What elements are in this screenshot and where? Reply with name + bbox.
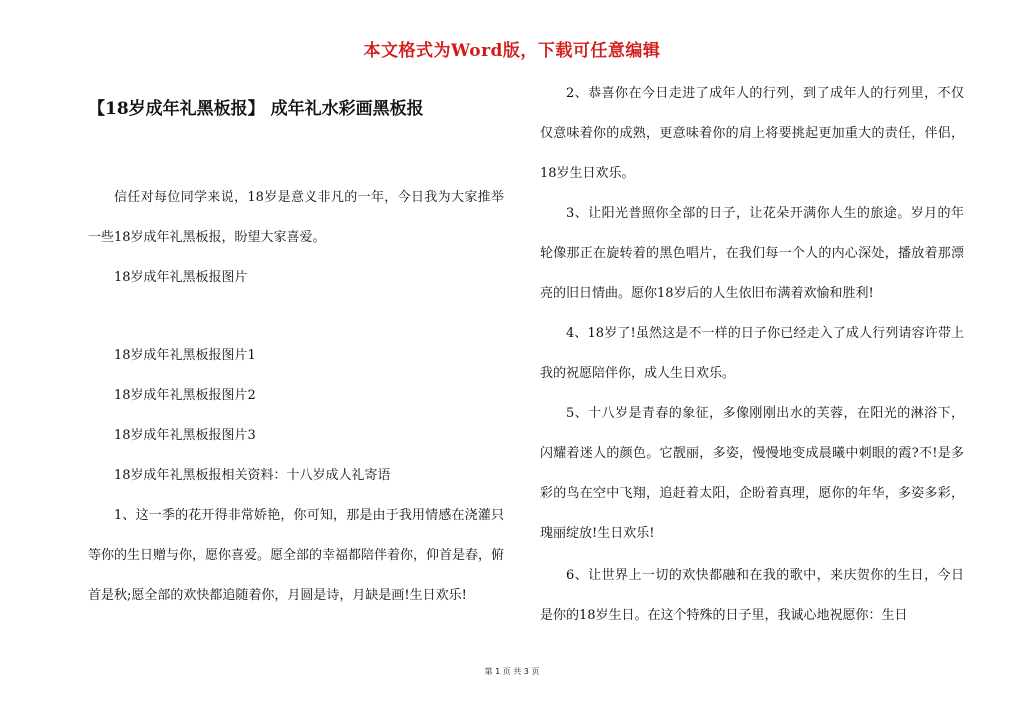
wish-item-3: 3、让阳光普照你全部的日子，让花朵开满你人生的旅途。岁月的年轮像那正在旋转着的黑色唱片，在我们每一个人的内心深处，播放着那漂亮的旧日情曲。愿你18岁后的人生依旧布满着欢愉和胜利! (540, 206, 964, 301)
pic-heading: 18岁成年礼黑板报图片 (114, 270, 248, 285)
wish-item-5: 5、十八岁是青春的象征，多像刚刚出水的芙蓉，在阳光的淋浴下，闪耀着迷人的颜色。它靓丽，多姿，慢慢地变成晨曦中刺眼的霞?不!是多彩的鸟在空中飞翔，追赶着太阳，企盼着真理，愿你的年华，多姿多彩，瑰丽绽放!生日欢乐! (540, 406, 964, 541)
intro-paragraph: 信任对每位同学来说，18岁是意义非凡的一年，今日我为大家推举一些18岁成年礼黑板报，盼望大家喜爱。 (88, 190, 504, 245)
format-banner: 本文格式为Word版，下载可任意编辑 (363, 41, 661, 61)
document-title: 【18岁成年礼黑板报】 成年礼水彩画黑板报 (88, 99, 424, 119)
pic-caption-2: 18岁成年礼黑板报图片2 (114, 388, 256, 403)
page-footer: 第 1 页 共 3 页 (484, 667, 540, 676)
related-heading: 18岁成年礼黑板报相关资料：十八岁成人礼寄语 (114, 468, 391, 483)
pic-caption-1: 18岁成年礼黑板报图片1 (114, 348, 256, 363)
wish-item-4: 4、18岁了!虽然这是不一样的日子你已经走入了成人行列请容许带上我的祝愿陪伴你，成人生日欢乐。 (540, 326, 964, 381)
pic-caption-3: 18岁成年礼黑板报图片3 (114, 428, 256, 443)
wish-item-1: 1、这一季的花开得非常娇艳，你可知，那是由于我用情感在浇灌只等你的生日赠与你，愿你喜爱。愿全部的幸福都陪伴着你，仰首是春，俯首是秋;愿全部的欢快都追随着你，月圆是诗，月缺是画!生日欢乐! (88, 508, 505, 603)
wish-item-2: 2、恭喜你在今日走进了成年人的行列，到了成年人的行列里，不仅仅意味着你的成熟，更意味着你的肩上将要挑起更加重大的责任，伴侣，18岁生日欢乐。 (540, 86, 964, 181)
wish-item-6: 6、让世界上一切的欢快都融和在我的歌中，来庆贺你的生日，今日是你的18岁生日。在这个特殊的日子里，我诚心地祝愿你：生日 (540, 568, 964, 623)
